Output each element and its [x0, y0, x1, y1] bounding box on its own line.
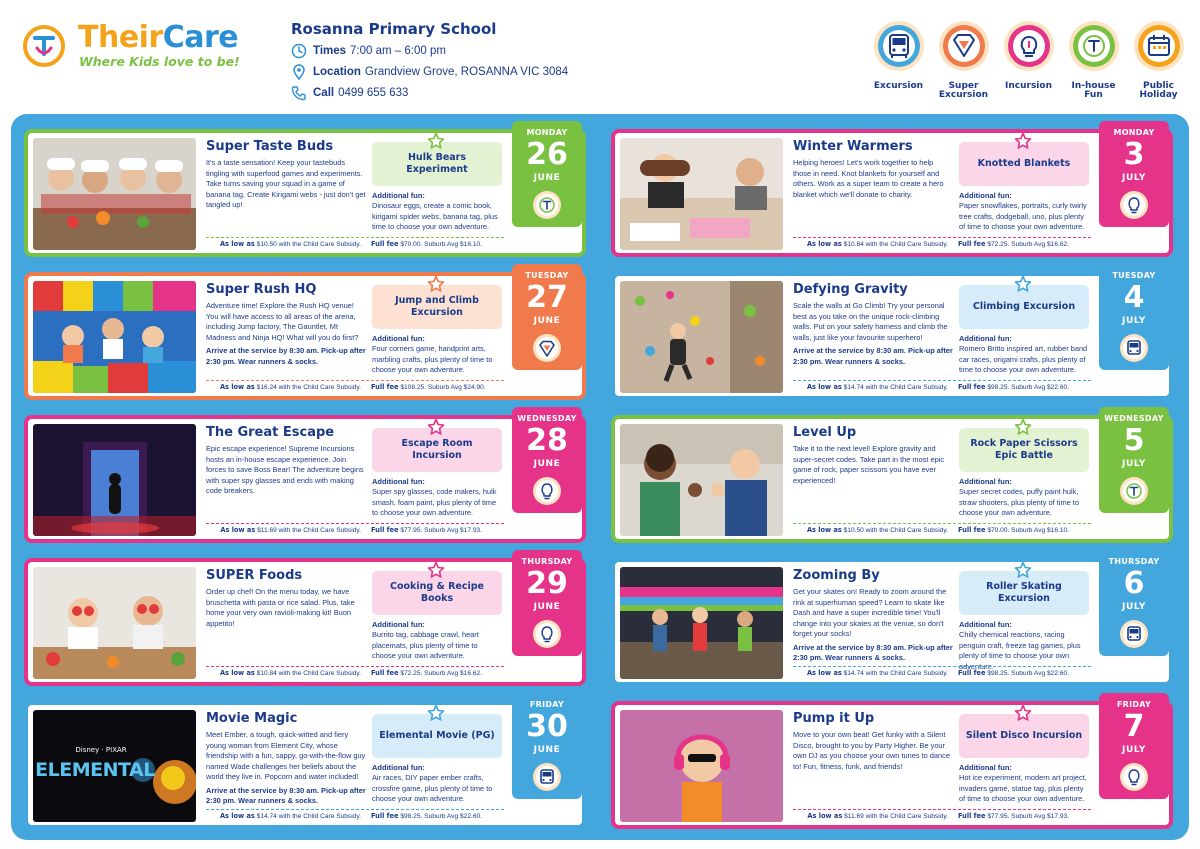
tc-logo-icon: [1119, 476, 1149, 506]
fee-low: As low as $11.69 with the Child Care Subsidy.: [220, 526, 361, 534]
call-row[interactable]: Call 0499 655 633: [291, 85, 591, 101]
day-card[interactable]: [611, 129, 1173, 257]
day-card[interactable]: [24, 701, 586, 829]
date-tab: [512, 693, 582, 799]
date-number: 5: [1123, 423, 1145, 458]
weekday: WEDNESDAY: [1104, 414, 1164, 423]
fees-row: [793, 380, 1091, 392]
date-number: 30: [526, 709, 568, 744]
activity-title: SUPER Foods: [206, 568, 303, 583]
star-icon: [427, 132, 445, 150]
fees-row: [793, 809, 1091, 821]
arrival-note: Arrive at the service by 8:30 am. Pick-up after 2:30 pm. Wear runners & socks.: [206, 785, 366, 805]
weekday: FRIDAY: [1116, 700, 1152, 709]
legend-super-excursion: Super Excursion: [931, 20, 996, 100]
featured-activity: Escape Room Incursion: [372, 428, 502, 472]
weekday: TUESDAY: [525, 271, 569, 280]
month: JUNE: [533, 316, 561, 326]
fee-full: Full fee $77.95. Suburb Avg $17.93.: [371, 526, 482, 534]
map-pin-icon: [291, 64, 307, 80]
date-tab: [1099, 550, 1169, 656]
featured-activity: Roller Skating Excursion: [959, 571, 1089, 615]
lightbulb-icon: [1003, 20, 1055, 72]
fee-full: Full fee $108.25. Suburb Avg $24.90.: [371, 383, 486, 391]
date-number: 7: [1123, 709, 1145, 744]
school-name: Rosanna Primary School: [291, 20, 497, 38]
lightbulb-icon: [1119, 190, 1149, 220]
day-card[interactable]: [611, 415, 1173, 543]
crafts-table-photo-icon: [620, 138, 783, 250]
day-card[interactable]: [611, 558, 1173, 686]
fee-full: Full fee $70.00. Suburb Avg $16.10.: [371, 240, 482, 248]
headphones-girl-photo-icon: [620, 710, 783, 822]
activity-title: Super Taste Buds: [206, 139, 334, 154]
month: JUNE: [533, 173, 561, 183]
weekday: THURSDAY: [1108, 557, 1160, 566]
additional-fun-label: Additional fun:: [959, 477, 1012, 486]
lightbulb-icon: [1119, 762, 1149, 792]
month: JULY: [1122, 173, 1146, 183]
date-tab: [1099, 264, 1169, 370]
svg-text:ELEMENTAL: ELEMENTAL: [35, 759, 155, 781]
activity-type-legend: [866, 20, 1191, 100]
star-icon: [1014, 418, 1032, 436]
fee-low: As low as $10.84 with the Child Care Subsidy.: [806, 240, 948, 248]
fee-low: As low as $14.74 with the Child Care Subsidy.: [806, 669, 948, 677]
brand-name: TheirCare: [78, 20, 239, 55]
star-icon: [1014, 275, 1032, 293]
fee-full: Full fee $98.25. Suburb Avg $22.60.: [958, 669, 1069, 677]
tc-logo-icon: [532, 190, 562, 220]
fee-low: As low as $10.84 with the Child Care Subsidy.: [219, 669, 361, 677]
climbing-wall-photo-icon: [620, 281, 783, 393]
fees-row: [206, 666, 504, 678]
fees-row: [793, 666, 1091, 678]
tc-logo-icon: [22, 24, 66, 68]
svg-text:Disney · PIXAR: Disney · PIXAR: [75, 746, 127, 754]
legend-public-holiday: Public Holiday: [1126, 20, 1191, 100]
bus-icon: [1119, 333, 1149, 363]
fee-full: Full fee $72.25. Suburb Avg $16.62.: [958, 240, 1069, 248]
activity-description: Get your skates on! Ready to zoom around the rink at superhuman speed? Learn to skate like Dash and have a super incredible time! You'll change into your skates at the venue, so don't forget your socks! Arrive at the service by 8:30 am. Pick-up after 2:30 pm. Wear runners & socks.: [793, 587, 953, 662]
month: JUNE: [533, 459, 561, 469]
date-tab: [512, 550, 582, 656]
fee-low: As low as $10.50 with the Child Care Subsidy.: [806, 526, 948, 534]
month: JULY: [1122, 602, 1146, 612]
fee-full: Full fee $98.25. Suburb Avg $22.60.: [958, 383, 1069, 391]
tc-logo-icon: [1068, 20, 1120, 72]
star-icon: [1014, 704, 1032, 722]
weekday: MONDAY: [526, 128, 568, 137]
activity-title: The Great Escape: [206, 425, 335, 440]
star-icon: [427, 704, 445, 722]
lightbulb-icon: [532, 619, 562, 649]
featured-activity: Hulk Bears Experiment: [372, 142, 502, 186]
fees-row: [206, 523, 504, 535]
escape-door-photo-icon: [33, 424, 196, 536]
additional-fun-text: Super spy glasses, code makers, hulk smash, foam paint, plus plenty of time to choose your own adventure.: [372, 487, 497, 517]
additional-fun-text: Chilly chemical reactions, racing penguin craft, freeze tag games, plus plenty of time to choose your own adventure.: [959, 630, 1081, 671]
activity-title: Defying Gravity: [793, 282, 908, 297]
arrival-note: Arrive at the service by 8:30 am. Pick-up after 2:30 pm. Wear runners & socks.: [793, 346, 953, 366]
phone-icon: [291, 85, 307, 101]
date-tab: [512, 264, 582, 370]
featured-activity: Climbing Excursion: [959, 285, 1089, 329]
additional-fun-text: Hot ice experiment, modern art project, invaders game, statue tag, plus plenty of time to choose your own adventure.: [959, 773, 1087, 803]
month: JULY: [1122, 459, 1146, 469]
rock-paper-scissors-photo-icon: [620, 424, 783, 536]
additional-fun-text: Paper snowflakes, portraits, curly twirly tree crafts, dodgeball, uno, plus plenty of time to choose your own adventure.: [959, 201, 1087, 231]
fee-full: Full fee $77.95. Suburb Avg $17.93.: [958, 812, 1069, 820]
bus-icon: [532, 762, 562, 792]
foam-pit-photo-icon: [33, 281, 196, 393]
day-card[interactable]: [24, 415, 586, 543]
day-card[interactable]: [611, 272, 1173, 400]
date-number: 6: [1123, 566, 1145, 601]
fees-row: [206, 380, 504, 392]
fees-row: [793, 237, 1091, 249]
activity-description: Order up chef! On the menu today, we have bruschetta with pasta or rice salad. Plus, take home your very own ravioli-making kit! Buon appetito!: [206, 587, 355, 628]
star-icon: [1014, 132, 1032, 150]
day-card[interactable]: [24, 129, 586, 257]
weekday: WEDNESDAY: [517, 414, 577, 423]
additional-fun-label: Additional fun:: [372, 477, 425, 486]
activity-description: Epic escape experience! Supreme Incursions hosts an in-house escape experience. Join forces to save Boss Bear! The adventure begins with super spy glasses and ends with making code breakers.: [206, 444, 364, 495]
fee-low: As low as $10.50 with the Child Care Subsidy.: [219, 240, 361, 248]
date-number: 26: [526, 137, 568, 172]
times-row: Times 7:00 am – 6:00 pm: [291, 43, 591, 59]
fees-row: [206, 809, 504, 821]
activity-title: Level Up: [793, 425, 857, 440]
weekday: MONDAY: [1113, 128, 1155, 137]
additional-fun-label: Additional fun:: [372, 191, 425, 200]
featured-activity: Silent Disco Incursion: [959, 714, 1089, 758]
star-icon: [427, 275, 445, 293]
date-tab: [512, 407, 582, 513]
month: JUNE: [533, 602, 561, 612]
fee-full: Full fee $72.25. Suburb Avg $16.62.: [371, 669, 482, 677]
weekday: THURSDAY: [521, 557, 573, 566]
additional-fun-text: Air races, DIY paper ember crafts, crossfire game, plus plenty of time to choose your own adventure.: [372, 773, 493, 803]
activity-title: Super Rush HQ: [206, 282, 317, 297]
bus-icon: [873, 20, 925, 72]
star-icon: [1014, 561, 1032, 579]
activity-description: Meet Ember, a tough, quick-witted and fiery young woman from Element City, whose friendship with a fun, sappy, go-with-the-flow guy named Wade challenges her beliefs about the world they live in. Popcorn and water included! Arrive at the service by 8:30 am. Pick-up after 2:30 pm. Wear runners & socks.: [206, 730, 366, 805]
super-badge-icon: [532, 333, 562, 363]
activity-description: Helping heroes! Let's work together to help those in need. Knot blankets for yourself and others. Work as a super team to create a hero blanket which we'll donate to charity.: [793, 158, 944, 199]
bus-icon: [1119, 619, 1149, 649]
activity-description: It's a taste sensation! Keep your tastebuds tingling with superfood games and experiments. Take turns saving your squad in a game of banana tag. Create Kirigami webs - just don't get tangled up!: [206, 158, 366, 209]
kids-cooking-photo-icon: [33, 138, 196, 250]
activity-title: Movie Magic: [206, 711, 298, 726]
additional-fun-text: Four corners game, handprint arts, marbling crafts, plus plenty of time to choose your own adventure.: [372, 344, 493, 374]
arrival-note: Arrive at the service by 8:30 am. Pick-up after 2:30 pm. Wear runners & socks.: [793, 642, 953, 662]
legend-excursion: Excursion: [866, 20, 931, 100]
fees-row: [206, 237, 504, 249]
lightbulb-icon: [532, 476, 562, 506]
featured-activity: Cooking & Recipe Books: [372, 571, 502, 615]
featured-activity: Jump and Climb Excursion: [372, 285, 502, 329]
date-number: 3: [1123, 137, 1145, 172]
additional-fun-text: Romero Britto inspired art, rubber band car races, origami crafts, plus plenty of time to choose your own adventure.: [959, 344, 1088, 374]
kitchen-kids-photo-icon: [33, 567, 196, 679]
weekday: TUESDAY: [1112, 271, 1156, 280]
fee-full: Full fee $70.00. Suburb Avg $16.10.: [958, 526, 1069, 534]
movie-poster-photo-icon: [33, 710, 196, 822]
roller-rink-photo-icon: [620, 567, 783, 679]
additional-fun-label: Additional fun:: [959, 763, 1012, 772]
brand-tagline: Where Kids love to be!: [79, 54, 240, 69]
date-tab: [1099, 693, 1169, 799]
additional-fun-label: Additional fun:: [959, 620, 1012, 629]
additional-fun-label: Additional fun:: [959, 334, 1012, 343]
activity-description: Scale the walls at Go Climb! Try your personal best as you take on the unique rock-climbing walls. Put on your safety harness and climb the walls, just like your favourite superhero! Arrive at the service by 8:30 am. Pick-up after 2:30 pm. Wear runners & socks.: [793, 301, 953, 366]
date-number: 27: [526, 280, 568, 315]
weekday: FRIDAY: [529, 700, 565, 709]
featured-activity: Elemental Movie (PG): [372, 714, 502, 758]
super-badge-icon: [938, 20, 990, 72]
clock-icon: [291, 43, 307, 59]
month: JUNE: [533, 745, 561, 755]
star-icon: [427, 418, 445, 436]
date-number: 4: [1123, 280, 1145, 315]
date-tab: [512, 121, 582, 227]
date-number: 28: [526, 423, 568, 458]
activity-description: Adventure time! Explore the Rush HQ venue! You will have access to all areas of the arena, including Jump factory, The Gauntlet, Mt Madness and Ninja HQ! What will you do first? Arrive at the service by 8:30 am. Pick-up after 2:30 pm. Wear runners & socks.: [206, 301, 366, 366]
day-card[interactable]: [611, 701, 1173, 829]
featured-activity: Knotted Blankets: [959, 142, 1089, 186]
additional-fun-text: Dinosaur eggs, create a comic book, kirigami spider webs, banana tag, plus time to choose your own adventure.: [372, 201, 498, 231]
featured-activity: Rock Paper Scissors Epic Battle: [959, 428, 1089, 472]
date-tab: [1099, 407, 1169, 513]
legend-in-house-fun: In-house Fun: [1061, 20, 1126, 100]
star-icon: [427, 561, 445, 579]
activity-title: Winter Warmers: [793, 139, 913, 154]
date-tab: [1099, 121, 1169, 227]
fee-low: As low as $11.69 with the Child Care Subsidy.: [807, 812, 948, 820]
activity-description: Move to your own beat! Get funky with a Silent Disco, brought to you by Party Higher. Be your own DJ as you choose your own tunes to dance to! Fun, fitness, funk, and friends!: [793, 730, 950, 771]
additional-fun-text: Burrito tag, cabbage crawl, heart placemats, plus plenty of time to choose your own adventure.: [372, 630, 479, 660]
additional-fun-text: Super secret codes, puffy paint hulk, straw shooters, plus plenty of time to choose your own adventure.: [959, 487, 1079, 517]
additional-fun-label: Additional fun:: [372, 334, 425, 343]
day-card[interactable]: [24, 558, 586, 686]
activity-title: Zooming By: [793, 568, 880, 583]
additional-fun-label: Additional fun:: [372, 620, 425, 629]
legend-incursion: Incursion: [996, 20, 1061, 100]
activity-title: Pump it Up: [793, 711, 875, 726]
fee-full: Full fee $98.25. Suburb Avg $22.60.: [371, 812, 482, 820]
fee-low: As low as $14.74 with the Child Care Subsidy.: [219, 812, 361, 820]
additional-fun-label: Additional fun:: [372, 763, 425, 772]
arrival-note: Arrive at the service by 8:30 am. Pick-up after 2:30 pm. Wear runners & socks.: [206, 346, 366, 366]
month: JULY: [1122, 316, 1146, 326]
location-row: Location Grandview Grove, ROSANNA VIC 3084: [291, 64, 591, 80]
calendar-icon: [1133, 20, 1185, 72]
fee-low: As low as $14.74 with the Child Care Subsidy.: [806, 383, 948, 391]
activity-description: Take it to the next level! Explore gravity and super-secret codes. Take part in the most epic game of rock, paper scissors you have ever experienced!: [793, 444, 945, 485]
additional-fun-label: Additional fun:: [959, 191, 1012, 200]
date-number: 29: [526, 566, 568, 601]
month: JULY: [1122, 745, 1146, 755]
brand-logo[interactable]: [22, 20, 240, 75]
day-card[interactable]: [24, 272, 586, 400]
fees-row: [793, 523, 1091, 535]
school-info: [291, 20, 591, 101]
fee-low: As low as $16.24 with the Child Care Subsidy.: [219, 383, 361, 391]
